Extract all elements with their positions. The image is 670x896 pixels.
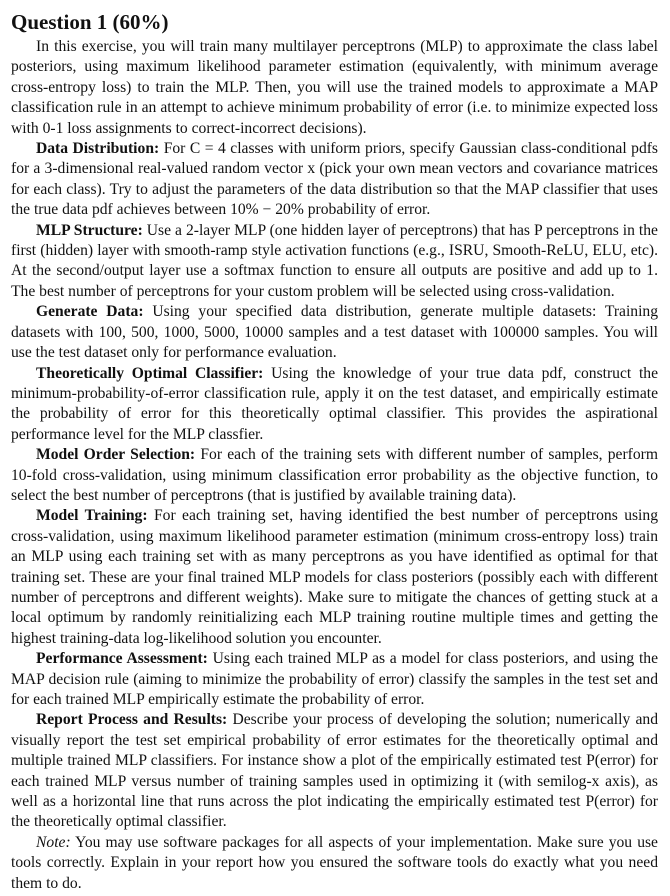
generate-data-paragraph — [11, 302, 658, 363]
section-heading: Model Order Selection: — [36, 446, 196, 464]
section-body: For C = 4 classes with uniform priors, specify Gaussian class-conditional pdfs for a 3-dimensional real-valued random vector x (pick your own mean vectors and covariance matrices for each class). Try to adjust the parameters of the data distribution so that the MAP classifier that uses the true data pdf achieves between 10% − 20% probability of error. — [11, 140, 658, 219]
data-distribution-paragraph — [11, 139, 658, 221]
section-body: For each of the training sets with different number of samples, perform 10-fold cross-validation, using minimum classification error probability as the objective function, to select the best number of perceptrons (that is justified by available training data). — [11, 446, 658, 504]
section-heading: Generate Data: — [36, 303, 144, 321]
section-body: Describe your process of developing the solution; numerically and visually report the test set empirical probability of error estimates for the theoretically optimal and multiple trained MLP classifiers. For instance show a plot of the empirically estimated test P(error) for each trained MLP versus number of training samples used in optimizing it (with semilog-x axis), as well as a horizontal line that runs across the plot indicating the empirically estimated test P(error) for the theoretically optimal classifier. — [11, 711, 658, 831]
model-training-paragraph — [11, 506, 658, 649]
section-heading: Model Training: — [36, 507, 148, 525]
section-heading: MLP Structure: — [36, 221, 143, 239]
mlp-structure-paragraph — [11, 221, 658, 303]
section-heading: Performance Assessment: — [36, 650, 208, 668]
section-heading: Theoretically Optimal Classifier: — [36, 364, 264, 382]
section-body: Using each trained MLP as a model for class posteriors, and using the MAP decision rule (aiming to minimize the probability of error) classify the samples in the test set and for each trained MLP empirically estimate the probability of error. — [11, 650, 659, 708]
note-paragraph — [11, 833, 658, 894]
optimal-classifier-paragraph — [11, 364, 658, 446]
section-body: For each training set, having identified the best number of perceptrons using cross-validation, using maximum likelihood parameter estimation (minimum cross-entropy loss) train an MLP using each training set with as many perceptrons as you have identified as optimal for that training set. These are your final trained MLP models for class posteriors (possibly each with different number of perceptrons and different weights). Make sure to mitigate the chances of getting stuck at a local optimum by randomly reinitializing each MLP training routine multiple times and getting the highest training-data log-likelihood solution you encounter. — [11, 507, 658, 647]
question-title: Question 1 (60%) — [11, 10, 169, 34]
note-label: Note: — [36, 833, 71, 851]
section-heading: Data Distribution: — [36, 140, 160, 158]
section-heading: Report Process and Results: — [36, 711, 228, 729]
performance-paragraph — [11, 649, 658, 710]
note-body: You may use software packages for all aspects of your implementation. Make sure you use tools correctly. Explain in your report how you ensured the software tools do exactly what you need them to do. — [11, 833, 658, 892]
report-paragraph — [11, 710, 658, 832]
section-body: Using your specified data distribution, generate multiple datasets: Training datasets with 100, 500, 1000, 5000, 10000 samples and a test dataset with 100000 samples. You will use the test dataset only for performance evaluation. — [11, 303, 658, 362]
intro-paragraph — [11, 37, 658, 139]
intro-body: In this exercise, you will train many multilayer perceptrons (MLP) to approximate the class label posteriors, using maximum likelihood parameter estimation (equivalently, with minimum average cross-entropy loss) to train the MLP. Then, you will use the trained models to approximate a MAP classification rule in an attempt to achieve minimum probability of error (i.e. to minimize expected loss with 0-1 loss assignments to correct-incorrect decisions). — [11, 38, 658, 137]
model-order-paragraph — [11, 445, 658, 506]
section-body: Use a 2-layer MLP (one hidden layer of perceptrons) that has P perceptrons in the first (hidden) layer with smooth-ramp style activation functions (e.g., ISRU, Smooth-ReLU, ELU, etc). At the second/output layer use a softmax function to ensure all outputs are positive and add up to 1. The best number of perceptrons for your custom problem will be selected using cross-validation. — [11, 221, 658, 300]
section-body: Using the knowledge of your true data pdf, construct the minimum-probability-of-error classification rule, apply it on the test dataset, and empirically estimate the probability of error for this theoretically optimal classifier. This provides the aspirational performance level for the MLP classfier. — [11, 364, 659, 443]
